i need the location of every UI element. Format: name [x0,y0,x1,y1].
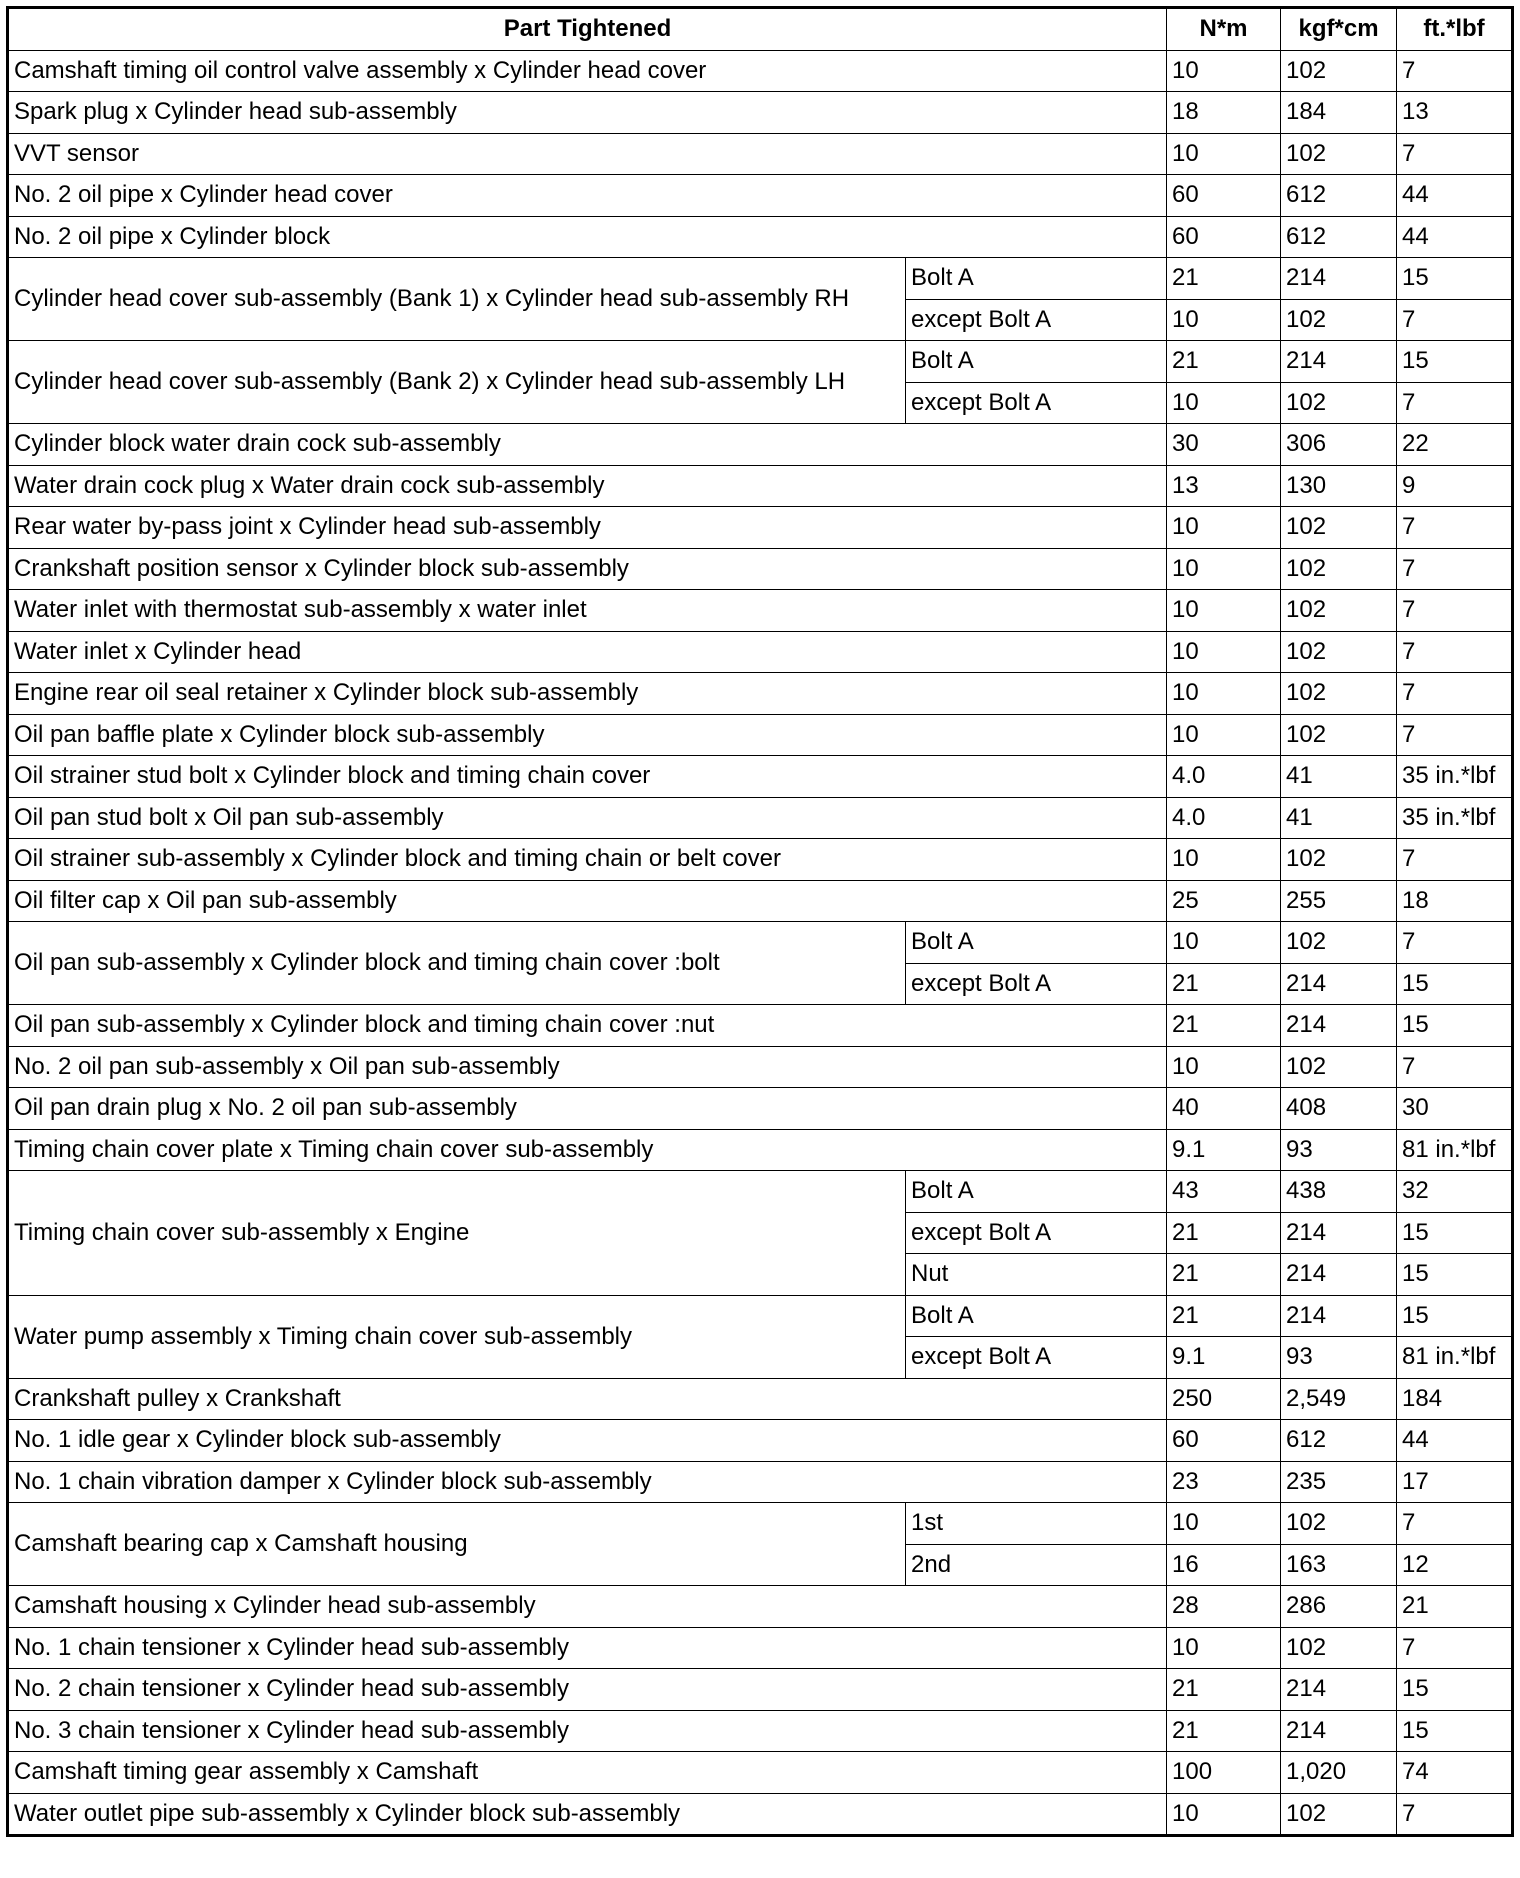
ftlbf-cell: 21 [1397,1586,1513,1628]
table-row [8,1627,1513,1669]
part-tightened-cell: Camshaft bearing cap x Camshaft housing [8,1503,906,1586]
ftlbf-cell: 7 [1397,922,1513,964]
kgfcm-cell: 214 [1281,1254,1397,1296]
part-tightened-cell: No. 2 oil pipe x Cylinder block [8,216,1167,258]
table-row [8,424,1513,466]
part-tightened-cell: Oil pan stud bolt x Oil pan sub-assembly [8,797,1167,839]
kgfcm-cell: 214 [1281,1710,1397,1752]
nm-cell: 10 [1167,673,1281,715]
kgfcm-cell: 214 [1281,1669,1397,1711]
kgfcm-cell: 102 [1281,382,1397,424]
ftlbf-cell: 15 [1397,1710,1513,1752]
ftlbf-cell: 7 [1397,382,1513,424]
part-tightened-cell: No. 2 oil pipe x Cylinder head cover [8,175,1167,217]
table-row [8,714,1513,756]
part-tightened-cell: Camshaft timing gear assembly x Camshaft [8,1752,1167,1794]
ftlbf-cell: 81 in.*lbf [1397,1337,1513,1379]
nm-cell: 10 [1167,382,1281,424]
nm-cell: 21 [1167,341,1281,383]
table-row [8,839,1513,881]
table-row [8,1295,1513,1337]
ftlbf-cell: 74 [1397,1752,1513,1794]
ftlbf-cell: 18 [1397,880,1513,922]
kgfcm-cell: 612 [1281,175,1397,217]
table-row [8,1752,1513,1794]
ftlbf-cell: 12 [1397,1544,1513,1586]
ftlbf-cell: 184 [1397,1378,1513,1420]
table-row [8,1378,1513,1420]
header-nm: N*m [1167,8,1281,51]
table-row [8,1005,1513,1047]
table-row [8,1503,1513,1545]
part-tightened-cell: Oil pan sub-assembly x Cylinder block and timing chain cover :bolt [8,922,906,1005]
ftlbf-cell: 7 [1397,507,1513,549]
kgfcm-cell: 102 [1281,1793,1397,1836]
kgfcm-cell: 235 [1281,1461,1397,1503]
ftlbf-cell: 81 in.*lbf [1397,1129,1513,1171]
table-row [8,1129,1513,1171]
nm-cell: 10 [1167,1503,1281,1545]
ftlbf-cell: 15 [1397,1005,1513,1047]
nm-cell: 28 [1167,1586,1281,1628]
kgfcm-cell: 93 [1281,1129,1397,1171]
kgfcm-cell: 102 [1281,673,1397,715]
kgfcm-cell: 102 [1281,631,1397,673]
part-tightened-cell: Cylinder head cover sub-assembly (Bank 1) x Cylinder head sub-assembly RH [8,258,906,341]
nm-cell: 10 [1167,714,1281,756]
nm-cell: 10 [1167,507,1281,549]
kgfcm-cell: 214 [1281,1212,1397,1254]
table-row [8,1088,1513,1130]
fastener-cell: Bolt A [906,258,1167,300]
table-row [8,1793,1513,1836]
kgfcm-cell: 102 [1281,299,1397,341]
nm-cell: 10 [1167,631,1281,673]
part-tightened-cell: Crankshaft pulley x Crankshaft [8,1378,1167,1420]
fastener-cell: except Bolt A [906,1212,1167,1254]
kgfcm-cell: 102 [1281,1503,1397,1545]
nm-cell: 100 [1167,1752,1281,1794]
part-tightened-cell: Cylinder head cover sub-assembly (Bank 2) x Cylinder head sub-assembly LH [8,341,906,424]
part-tightened-cell: Oil pan baffle plate x Cylinder block sub-assembly [8,714,1167,756]
nm-cell: 10 [1167,548,1281,590]
fastener-cell: Bolt A [906,922,1167,964]
part-tightened-cell: Cylinder block water drain cock sub-assembly [8,424,1167,466]
nm-cell: 10 [1167,299,1281,341]
kgfcm-cell: 255 [1281,880,1397,922]
fastener-cell: Bolt A [906,1171,1167,1213]
kgfcm-cell: 612 [1281,216,1397,258]
kgfcm-cell: 286 [1281,1586,1397,1628]
fastener-cell: Bolt A [906,341,1167,383]
kgfcm-cell: 102 [1281,1046,1397,1088]
part-tightened-cell: VVT sensor [8,133,1167,175]
ftlbf-cell: 7 [1397,1627,1513,1669]
table-row [8,590,1513,632]
ftlbf-cell: 15 [1397,1295,1513,1337]
table-row [8,50,1513,92]
fastener-cell: Bolt A [906,1295,1167,1337]
kgfcm-cell: 163 [1281,1544,1397,1586]
ftlbf-cell: 15 [1397,258,1513,300]
nm-cell: 9.1 [1167,1337,1281,1379]
kgfcm-cell: 1,020 [1281,1752,1397,1794]
kgfcm-cell: 214 [1281,258,1397,300]
table-row [8,1669,1513,1711]
kgfcm-cell: 214 [1281,1295,1397,1337]
nm-cell: 4.0 [1167,756,1281,798]
part-tightened-cell: Camshaft timing oil control valve assembly x Cylinder head cover [8,50,1167,92]
table-row [8,880,1513,922]
ftlbf-cell: 44 [1397,1420,1513,1462]
table-header-row [8,8,1513,51]
ftlbf-cell: 7 [1397,631,1513,673]
kgfcm-cell: 102 [1281,839,1397,881]
kgfcm-cell: 102 [1281,507,1397,549]
nm-cell: 10 [1167,590,1281,632]
nm-cell: 21 [1167,1669,1281,1711]
fastener-cell: Nut [906,1254,1167,1296]
nm-cell: 10 [1167,1793,1281,1836]
part-tightened-cell: No. 1 chain tensioner x Cylinder head sub-assembly [8,1627,1167,1669]
table-row [8,1046,1513,1088]
table-row [8,133,1513,175]
fastener-cell: 1st [906,1503,1167,1545]
fastener-cell: except Bolt A [906,963,1167,1005]
nm-cell: 16 [1167,1544,1281,1586]
nm-cell: 21 [1167,1212,1281,1254]
nm-cell: 21 [1167,1005,1281,1047]
torque-specification-table [6,6,1514,1837]
nm-cell: 30 [1167,424,1281,466]
ftlbf-cell: 44 [1397,216,1513,258]
part-tightened-cell: No. 1 idle gear x Cylinder block sub-assembly [8,1420,1167,1462]
part-tightened-cell: Water drain cock plug x Water drain cock sub-assembly [8,465,1167,507]
nm-cell: 18 [1167,92,1281,134]
table-row [8,507,1513,549]
kgfcm-cell: 612 [1281,1420,1397,1462]
nm-cell: 21 [1167,1710,1281,1752]
fastener-cell: except Bolt A [906,382,1167,424]
nm-cell: 10 [1167,1046,1281,1088]
header-part-tightened: Part Tightened [8,8,1167,51]
ftlbf-cell: 15 [1397,1212,1513,1254]
table-row [8,1420,1513,1462]
nm-cell: 10 [1167,50,1281,92]
part-tightened-cell: Oil strainer sub-assembly x Cylinder block and timing chain or belt cover [8,839,1167,881]
ftlbf-cell: 7 [1397,673,1513,715]
table-row [8,92,1513,134]
kgfcm-cell: 102 [1281,714,1397,756]
ftlbf-cell: 17 [1397,1461,1513,1503]
table-row [8,797,1513,839]
header-kgfcm: kgf*cm [1281,8,1397,51]
kgfcm-cell: 214 [1281,341,1397,383]
part-tightened-cell: Oil pan drain plug x No. 2 oil pan sub-assembly [8,1088,1167,1130]
nm-cell: 10 [1167,922,1281,964]
nm-cell: 21 [1167,1254,1281,1296]
ftlbf-cell: 7 [1397,299,1513,341]
kgfcm-cell: 408 [1281,1088,1397,1130]
nm-cell: 40 [1167,1088,1281,1130]
ftlbf-cell: 32 [1397,1171,1513,1213]
ftlbf-cell: 7 [1397,548,1513,590]
kgfcm-cell: 102 [1281,133,1397,175]
ftlbf-cell: 30 [1397,1088,1513,1130]
ftlbf-cell: 35 in.*lbf [1397,756,1513,798]
part-tightened-cell: Oil pan sub-assembly x Cylinder block and timing chain cover :nut [8,1005,1167,1047]
nm-cell: 25 [1167,880,1281,922]
kgfcm-cell: 41 [1281,756,1397,798]
nm-cell: 60 [1167,175,1281,217]
part-tightened-cell: Spark plug x Cylinder head sub-assembly [8,92,1167,134]
part-tightened-cell: Oil filter cap x Oil pan sub-assembly [8,880,1167,922]
part-tightened-cell: Engine rear oil seal retainer x Cylinder block sub-assembly [8,673,1167,715]
ftlbf-cell: 15 [1397,1669,1513,1711]
ftlbf-cell: 7 [1397,1046,1513,1088]
table-row [8,1461,1513,1503]
kgfcm-cell: 102 [1281,922,1397,964]
kgfcm-cell: 102 [1281,50,1397,92]
nm-cell: 21 [1167,258,1281,300]
table-row [8,673,1513,715]
nm-cell: 23 [1167,1461,1281,1503]
ftlbf-cell: 7 [1397,133,1513,175]
table-row [8,1586,1513,1628]
kgfcm-cell: 102 [1281,548,1397,590]
kgfcm-cell: 102 [1281,1627,1397,1669]
ftlbf-cell: 7 [1397,50,1513,92]
part-tightened-cell: Oil strainer stud bolt x Cylinder block and timing chain cover [8,756,1167,798]
part-tightened-cell: No. 2 chain tensioner x Cylinder head sub-assembly [8,1669,1167,1711]
ftlbf-cell: 35 in.*lbf [1397,797,1513,839]
table-row [8,756,1513,798]
table-row [8,548,1513,590]
table-row [8,258,1513,300]
nm-cell: 21 [1167,1295,1281,1337]
table-row [8,1710,1513,1752]
kgfcm-cell: 214 [1281,963,1397,1005]
table-row [8,465,1513,507]
nm-cell: 9.1 [1167,1129,1281,1171]
nm-cell: 43 [1167,1171,1281,1213]
part-tightened-cell: Water inlet with thermostat sub-assembly x water inlet [8,590,1167,632]
part-tightened-cell: Water inlet x Cylinder head [8,631,1167,673]
nm-cell: 60 [1167,216,1281,258]
ftlbf-cell: 15 [1397,1254,1513,1296]
ftlbf-cell: 44 [1397,175,1513,217]
ftlbf-cell: 7 [1397,714,1513,756]
kgfcm-cell: 306 [1281,424,1397,466]
fastener-cell: except Bolt A [906,1337,1167,1379]
header-ftlbf: ft.*lbf [1397,8,1513,51]
kgfcm-cell: 214 [1281,1005,1397,1047]
table-row [8,175,1513,217]
fastener-cell: except Bolt A [906,299,1167,341]
kgfcm-cell: 2,549 [1281,1378,1397,1420]
kgfcm-cell: 93 [1281,1337,1397,1379]
table-row [8,1171,1513,1213]
part-tightened-cell: Timing chain cover sub-assembly x Engine [8,1171,906,1296]
part-tightened-cell: Water pump assembly x Timing chain cover sub-assembly [8,1295,906,1378]
part-tightened-cell: No. 3 chain tensioner x Cylinder head sub-assembly [8,1710,1167,1752]
nm-cell: 250 [1167,1378,1281,1420]
ftlbf-cell: 7 [1397,590,1513,632]
ftlbf-cell: 22 [1397,424,1513,466]
nm-cell: 13 [1167,465,1281,507]
kgfcm-cell: 41 [1281,797,1397,839]
fastener-cell: 2nd [906,1544,1167,1586]
part-tightened-cell: No. 1 chain vibration damper x Cylinder block sub-assembly [8,1461,1167,1503]
kgfcm-cell: 102 [1281,590,1397,632]
part-tightened-cell: Timing chain cover plate x Timing chain cover sub-assembly [8,1129,1167,1171]
table-body [8,50,1513,1836]
kgfcm-cell: 438 [1281,1171,1397,1213]
nm-cell: 4.0 [1167,797,1281,839]
part-tightened-cell: Camshaft housing x Cylinder head sub-assembly [8,1586,1167,1628]
ftlbf-cell: 7 [1397,1503,1513,1545]
ftlbf-cell: 7 [1397,839,1513,881]
part-tightened-cell: No. 2 oil pan sub-assembly x Oil pan sub-assembly [8,1046,1167,1088]
kgfcm-cell: 130 [1281,465,1397,507]
nm-cell: 60 [1167,1420,1281,1462]
ftlbf-cell: 15 [1397,341,1513,383]
table-row [8,341,1513,383]
kgfcm-cell: 184 [1281,92,1397,134]
table-row [8,216,1513,258]
nm-cell: 10 [1167,1627,1281,1669]
part-tightened-cell: Water outlet pipe sub-assembly x Cylinder block sub-assembly [8,1793,1167,1836]
part-tightened-cell: Crankshaft position sensor x Cylinder block sub-assembly [8,548,1167,590]
nm-cell: 10 [1167,839,1281,881]
nm-cell: 21 [1167,963,1281,1005]
table-row [8,922,1513,964]
part-tightened-cell: Rear water by-pass joint x Cylinder head sub-assembly [8,507,1167,549]
ftlbf-cell: 7 [1397,1793,1513,1836]
nm-cell: 10 [1167,133,1281,175]
ftlbf-cell: 9 [1397,465,1513,507]
ftlbf-cell: 15 [1397,963,1513,1005]
ftlbf-cell: 13 [1397,92,1513,134]
table-row [8,631,1513,673]
